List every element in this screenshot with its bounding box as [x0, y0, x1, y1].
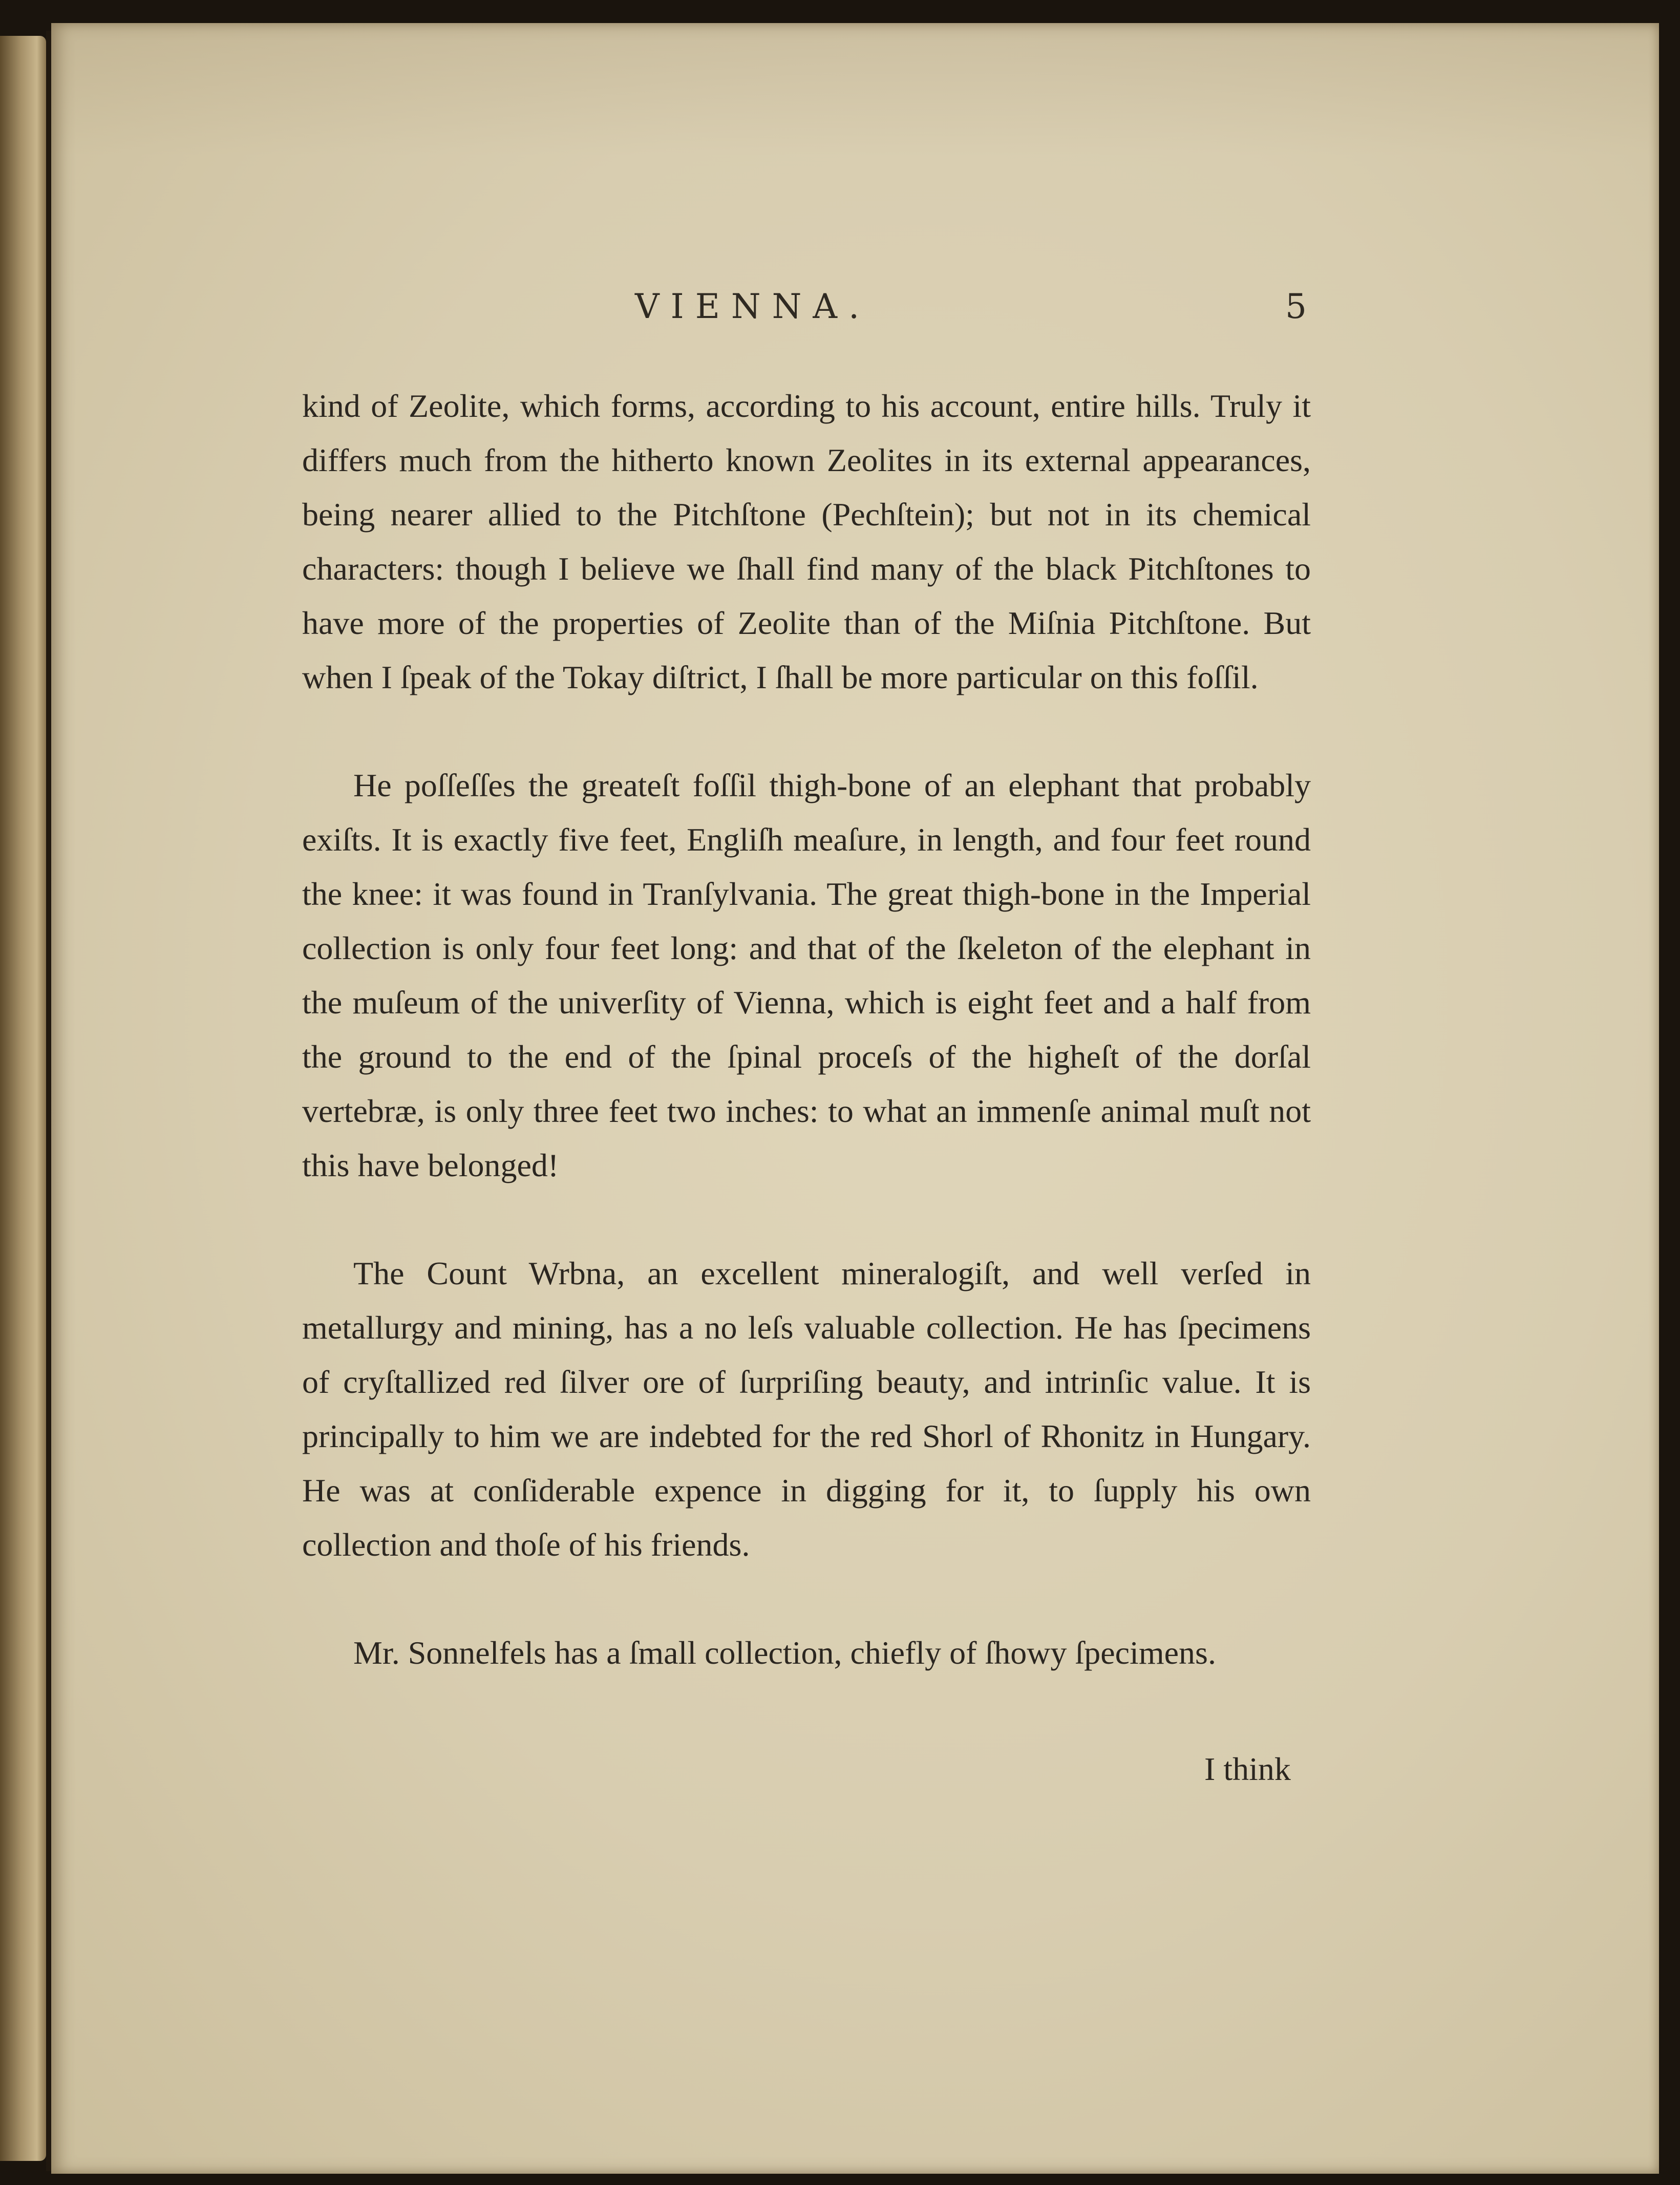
page-number: 5: [1285, 287, 1307, 326]
running-head: VIENNA.: [635, 287, 871, 326]
previous-page-edge: [0, 36, 46, 2161]
body-text: [302, 379, 1311, 1680]
paragraph-zeolite: kind of Zeolite, which forms, according to his account, entire hills. Truly it differs much from the hitherto known Zeolites in its external appearances, being nearer allied to the Pitchſtone (Pechſtein); but not in its chemical characters: though I believe we ſhall find many of the black Pitchſtones to have more of the properties of Zeolite than of the Miſnia Pitchſtone. But when I ſpeak of the Tokay diſtrict, I ſhall be more particular on this foſſil.: [302, 388, 1311, 695]
paragraph-count-wrbna: The Count Wrbna, an excellent mineralogiſt, and well verſed in metallurgy and mining, has a no leſs valuable collection. He has ſpecimens of cryſtallized red ſilver ore of ſurpriſing beauty, and intrinſic value. It is principally to him we are indebted for the red Shorl of Rhonitz in Hungary. He was at conſiderable expence in digging for it, to ſupply his own collection and thoſe of his friends.: [302, 1255, 1311, 1563]
paragraph-thigh-bone: He poſſeſſes the greateſt foſſil thigh-bone of an elephant that probably exiſts. It is exactly five feet, Engliſh meaſure, in length, and four feet round the knee: it was found in Tranſylvania. The great thigh-bone in the Imperial collection is only four feet long: and that of the ſkeleton of the elephant in the muſeum of the univerſity of Vienna, which is eight feet and a half from the ground to the end of the ſpinal proceſs of the higheſt of the dorſal vertebræ, is only three feet two inches: to what an immenſe animal muſt not this have belonged!: [302, 767, 1311, 1183]
catchword: I think: [1204, 1751, 1291, 1787]
page-shading: [51, 23, 1659, 156]
paragraph-sonnelfels: Mr. Sonnelfels has a ſmall collection, chiefly of ſhowy ſpecimens.: [353, 1635, 1216, 1671]
